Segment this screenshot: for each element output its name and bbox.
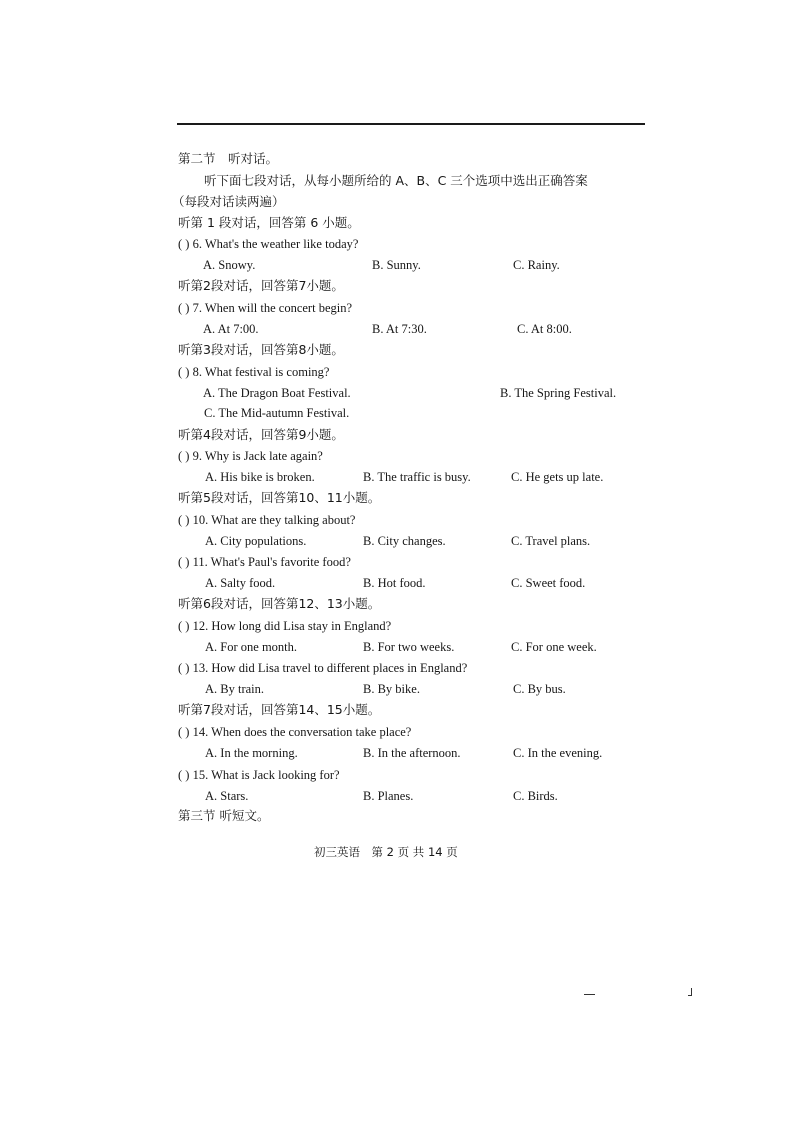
question-14: ( ) 14. When does the conversation take place? xyxy=(178,725,412,739)
option-13b: B. By bike. xyxy=(363,682,420,696)
question-8: ( ) 8. What festival is coming? xyxy=(178,365,330,379)
question-9: ( ) 9. Why is Jack late again? xyxy=(178,449,323,463)
scan-mark xyxy=(584,994,595,995)
option-12c: C. For one week. xyxy=(511,640,597,654)
dialog-2-instruction: 听第2段对话，回答第7小题。 xyxy=(178,278,344,293)
section-2-title: 第二节 听对话。 xyxy=(178,151,279,166)
question-12: ( ) 12. How long did Lisa stay in England? xyxy=(178,619,392,633)
option-10b: B. City changes. xyxy=(363,534,446,548)
option-9c: C. He gets up late. xyxy=(511,470,604,484)
crop-mark-foot xyxy=(688,995,692,996)
option-10a: A. City populations. xyxy=(205,534,307,548)
option-8b: B. The Spring Festival. xyxy=(500,386,617,400)
header-rule xyxy=(177,123,645,125)
option-15b: B. Planes. xyxy=(363,789,414,803)
option-7b: B. At 7:30. xyxy=(372,322,427,336)
dialog-7-instruction: 听第7段对话，回答第14、15小题。 xyxy=(178,702,381,717)
option-13c: C. By bus. xyxy=(513,682,566,696)
section-2-instruction: 听下面七段对话，从每小题所给的 A、B、C 三个选项中选出正确答案 xyxy=(204,173,588,188)
option-8a: A. The Dragon Boat Festival. xyxy=(203,386,351,400)
option-14b: B. In the afternoon. xyxy=(363,746,461,760)
question-15: ( ) 15. What is Jack looking for? xyxy=(178,768,340,782)
question-6: ( ) 6. What's the weather like today? xyxy=(178,237,359,251)
question-13: ( ) 13. How did Lisa travel to different places in England? xyxy=(178,661,468,675)
option-11b: B. Hot food. xyxy=(363,576,426,590)
dialog-1-instruction: 听第 1 段对话，回答第 6 小题。 xyxy=(178,215,360,230)
dialog-4-instruction: 听第4段对话，回答第9小题。 xyxy=(178,427,344,442)
option-10c: C. Travel plans. xyxy=(511,534,591,548)
section-3-title: 第三节 听短文。 xyxy=(178,808,270,823)
option-8c: C. The Mid-autumn Festival. xyxy=(204,406,350,420)
option-9b: B. The traffic is busy. xyxy=(363,470,471,484)
question-7: ( ) 7. When will the concert begin? xyxy=(178,301,353,315)
option-15a: A. Stars. xyxy=(205,789,249,803)
option-9a: A. His bike is broken. xyxy=(205,470,315,484)
option-6b: B. Sunny. xyxy=(372,258,421,272)
option-11a: A. Salty food. xyxy=(205,576,276,590)
question-11: ( ) 11. What's Paul's favorite food? xyxy=(178,555,351,569)
option-6c: C. Rainy. xyxy=(513,258,560,272)
page-footer: 初三英语 第 2 页 共 14 页 xyxy=(314,845,458,859)
option-11c: C. Sweet food. xyxy=(511,576,586,590)
dialog-6-instruction: 听第6段对话，回答第12、13小题。 xyxy=(178,596,381,611)
option-7c: C. At 8:00. xyxy=(517,322,572,336)
dialog-5-instruction: 听第5段对话，回答第10、11小题。 xyxy=(178,490,381,505)
option-6a: A. Snowy. xyxy=(203,258,256,272)
option-14a: A. In the morning. xyxy=(205,746,298,760)
option-13a: A. By train. xyxy=(205,682,265,696)
section-2-instruction-note: （每段对话读两遍） xyxy=(172,194,285,209)
question-10: ( ) 10. What are they talking about? xyxy=(178,513,356,527)
option-14c: C. In the evening. xyxy=(513,746,603,760)
option-15c: C. Birds. xyxy=(513,789,558,803)
option-12a: A. For one month. xyxy=(205,640,298,654)
option-12b: B. For two weeks. xyxy=(363,640,455,654)
dialog-3-instruction: 听第3段对话，回答第8小题。 xyxy=(178,342,344,357)
option-7a: A. At 7:00. xyxy=(203,322,259,336)
